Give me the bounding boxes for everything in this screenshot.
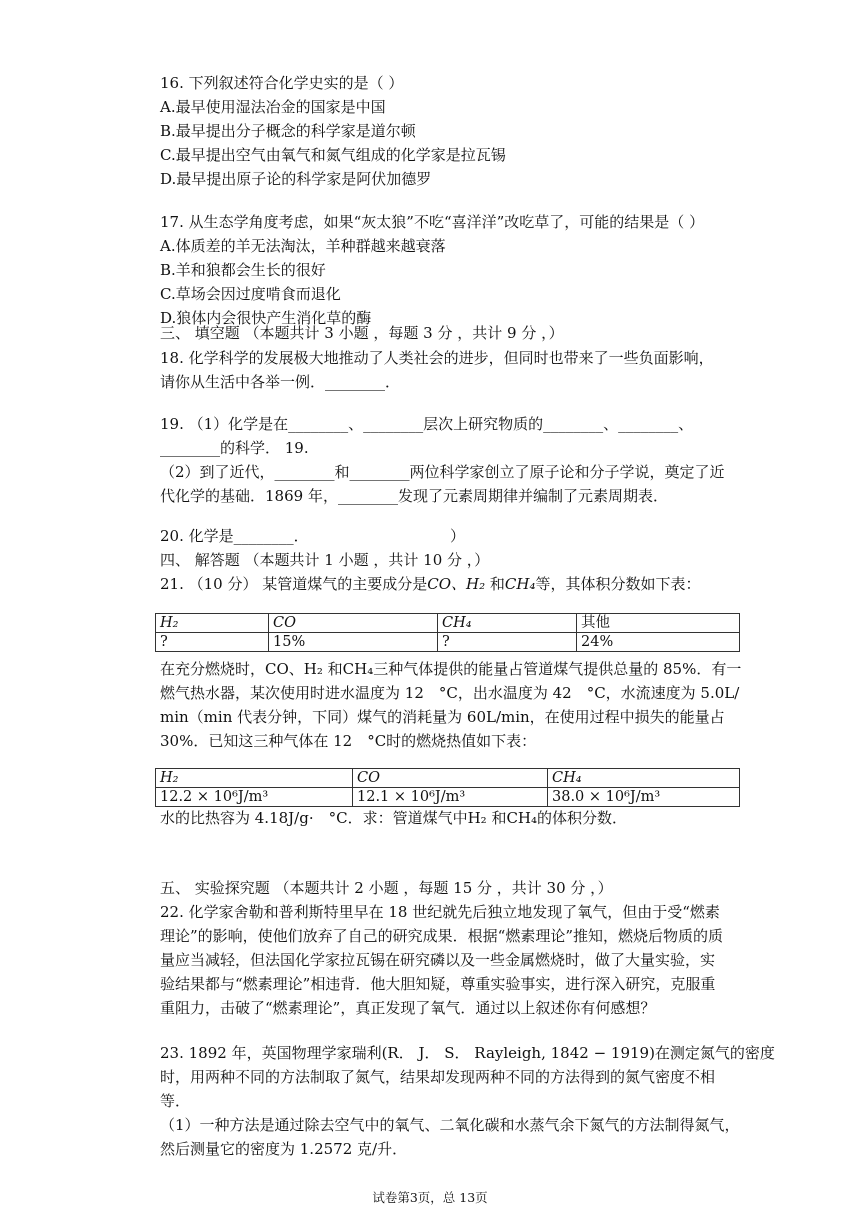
q16-option-a: A.最早使用湿法冶金的国家是中国 xyxy=(160,98,386,116)
table-row xyxy=(156,788,740,807)
table-header-cell: CH₄ xyxy=(548,769,740,788)
table-row xyxy=(156,633,740,652)
heat-value-table xyxy=(155,768,740,807)
q21-tail: 水的比热容为 4.18J/g· °C．求：管道煤气中H₂ 和CH₄的体积分数． xyxy=(160,809,628,827)
table-cell: 24% xyxy=(577,633,740,652)
table-row xyxy=(156,769,740,788)
q16-stem: 16. 下列叙述符合化学史实的是（ ） xyxy=(160,74,404,92)
q19-line-4: 代化学的基础．1869 年，________发现了元素周期律并编制了元素周期表． xyxy=(160,487,668,505)
q19-line-1: 19. （1）化学是在________、________层次上研究物质的________、________、 xyxy=(160,415,694,433)
q23-line-4: （1）一种方法是通过除去空气中的氧气、二氧化碳和水蒸气余下氮气的方法制得氮气， xyxy=(160,1116,740,1134)
q18-line-2: 请你从生活中各举一例．________． xyxy=(160,373,401,391)
q18-line-1: 18. 化学科学的发展极大地推动了人类社会的进步，但同时也带来了一些负面影响， xyxy=(160,349,714,367)
table-cell: 15% xyxy=(269,633,438,652)
q20-paren: ） xyxy=(450,527,466,545)
table-cell: 12.2 × 10⁶J/m³ xyxy=(156,788,353,807)
q17-option-c: C.草场会因过度啃食而退化 xyxy=(160,285,341,303)
q21-stem xyxy=(160,574,701,594)
q16-option-c: C.最早提出空气由氧气和氮气组成的化学家是拉瓦锡 xyxy=(160,146,506,164)
q22-line-4: 验结果都与“燃素理论”相违背．他大胆知疑，尊重实验事实，进行深入研究，克服重 xyxy=(160,975,716,993)
table-header-cell: H₂ xyxy=(156,769,353,788)
table-cell: 12.1 × 10⁶J/m³ xyxy=(353,788,548,807)
q22-line-1: 22. 化学家舍勒和普利斯特里早在 18 世纪就先后独立地发现了氧气，但由于受“燃素 xyxy=(160,903,720,921)
section-3-heading: 三、 填空题 （本题共计 3 小题 ，每题 3 分 ，共计 9 分 ，） xyxy=(160,324,564,342)
q23-line-5: 然后测量它的密度为 1.2572 克/升． xyxy=(160,1140,408,1158)
q19-line-3: （2）到了近代，________和________两位科学家创立了原子论和分子学说，奠定了近 xyxy=(160,463,725,481)
table-header-cell: 其他 xyxy=(577,614,740,633)
page-footer: 试卷第3页，总 13页 xyxy=(372,1190,488,1205)
section-4-heading: 四、 解答题 （本题共计 1 小题 ，共计 10 分 ，） xyxy=(160,551,490,569)
q22-line-5: 重阻力，击破了“燃素理论”，真正发现了氧气．通过以上叙述你有何感想？ xyxy=(160,999,656,1017)
table-cell: 38.0 × 10⁶J/m³ xyxy=(548,788,740,807)
table-cell: ? xyxy=(438,633,577,652)
q20-stem: 20. 化学是________． xyxy=(160,527,309,545)
table-row xyxy=(156,614,740,633)
q21-stem-pre: 21. （10 分） 某管道煤气的主要成分是 xyxy=(160,575,428,593)
q23-line-2: 时，用两种不同的方法制取了氮气，结果却发现两种不同的方法得到的氮气密度不相 xyxy=(160,1068,716,1086)
q21-stem-math2: CH₄ xyxy=(504,575,536,593)
q21-stem-mid: 和 xyxy=(485,575,505,593)
q23-line-3: 等． xyxy=(160,1092,191,1110)
q21-body-line-2: 燃气热水器，某次使用时进水温度为 12 °C，出水温度为 42 °C，水流速度为 5.0L/ xyxy=(160,684,740,702)
q23-line-1: 23. 1892 年，英国物理学家瑞利(R． J． S． Rayleigh, 1842 − 1919)在测定氮气的密度 xyxy=(160,1044,775,1062)
q22-line-3: 量应当减轻，但法国化学家拉瓦锡在研究磷以及一些金属燃烧时，做了大量实验，实 xyxy=(160,951,716,969)
q17-stem: 17. 从生态学角度考虑，如果“灰太狼”不吃“喜洋洋”改吃草了，可能的结果是（ ） xyxy=(160,213,705,231)
q19-line-2: ________的科学． 19. xyxy=(160,439,309,457)
q16-option-b: B.最早提出分子概念的科学家是道尔顿 xyxy=(160,122,416,140)
q17-option-b: B.羊和狼都会生长的很好 xyxy=(160,261,326,279)
q21-stem-post: 等，其体积分数如下表： xyxy=(535,575,701,593)
table-header-cell: CH₄ xyxy=(438,614,577,633)
q17-option-d: D.狼体内会很快产生消化草的酶 xyxy=(160,309,372,327)
table-header-cell: H₂ xyxy=(156,614,269,633)
q21-body-line-1: 在充分燃烧时，CO、H₂ 和CH₄三种气体提供的能量占管道煤气提供总量的 85%．有一 xyxy=(160,660,742,678)
q21-body-line-3: min（min 代表分钟，下同）煤气的消耗量为 60L/min，在使用过程中损失的能量占 xyxy=(160,708,725,726)
table-header-cell: CO xyxy=(353,769,548,788)
section-5-heading: 五、 实验探究题 （本题共计 2 小题 ，每题 15 分 ，共计 30 分 ，） xyxy=(160,879,613,897)
q17-option-a: A.体质差的羊无法淘汰，羊种群越来越衰落 xyxy=(160,237,446,255)
table-header-cell: CO xyxy=(269,614,438,633)
q21-stem-math: CO、H₂ xyxy=(427,575,486,593)
table-cell: ? xyxy=(156,633,269,652)
volume-fraction-table xyxy=(155,613,740,652)
q22-line-2: 理论”的影响，使他们放弃了自己的研究成果．根据“燃素理论”推知，燃烧后物质的质 xyxy=(160,927,724,945)
q16-option-d: D.最早提出原子论的科学家是阿伏加德罗 xyxy=(160,170,432,188)
q21-body-line-4: 30%．已知这三种气体在 12 °C时的燃烧热值如下表： xyxy=(160,732,537,750)
